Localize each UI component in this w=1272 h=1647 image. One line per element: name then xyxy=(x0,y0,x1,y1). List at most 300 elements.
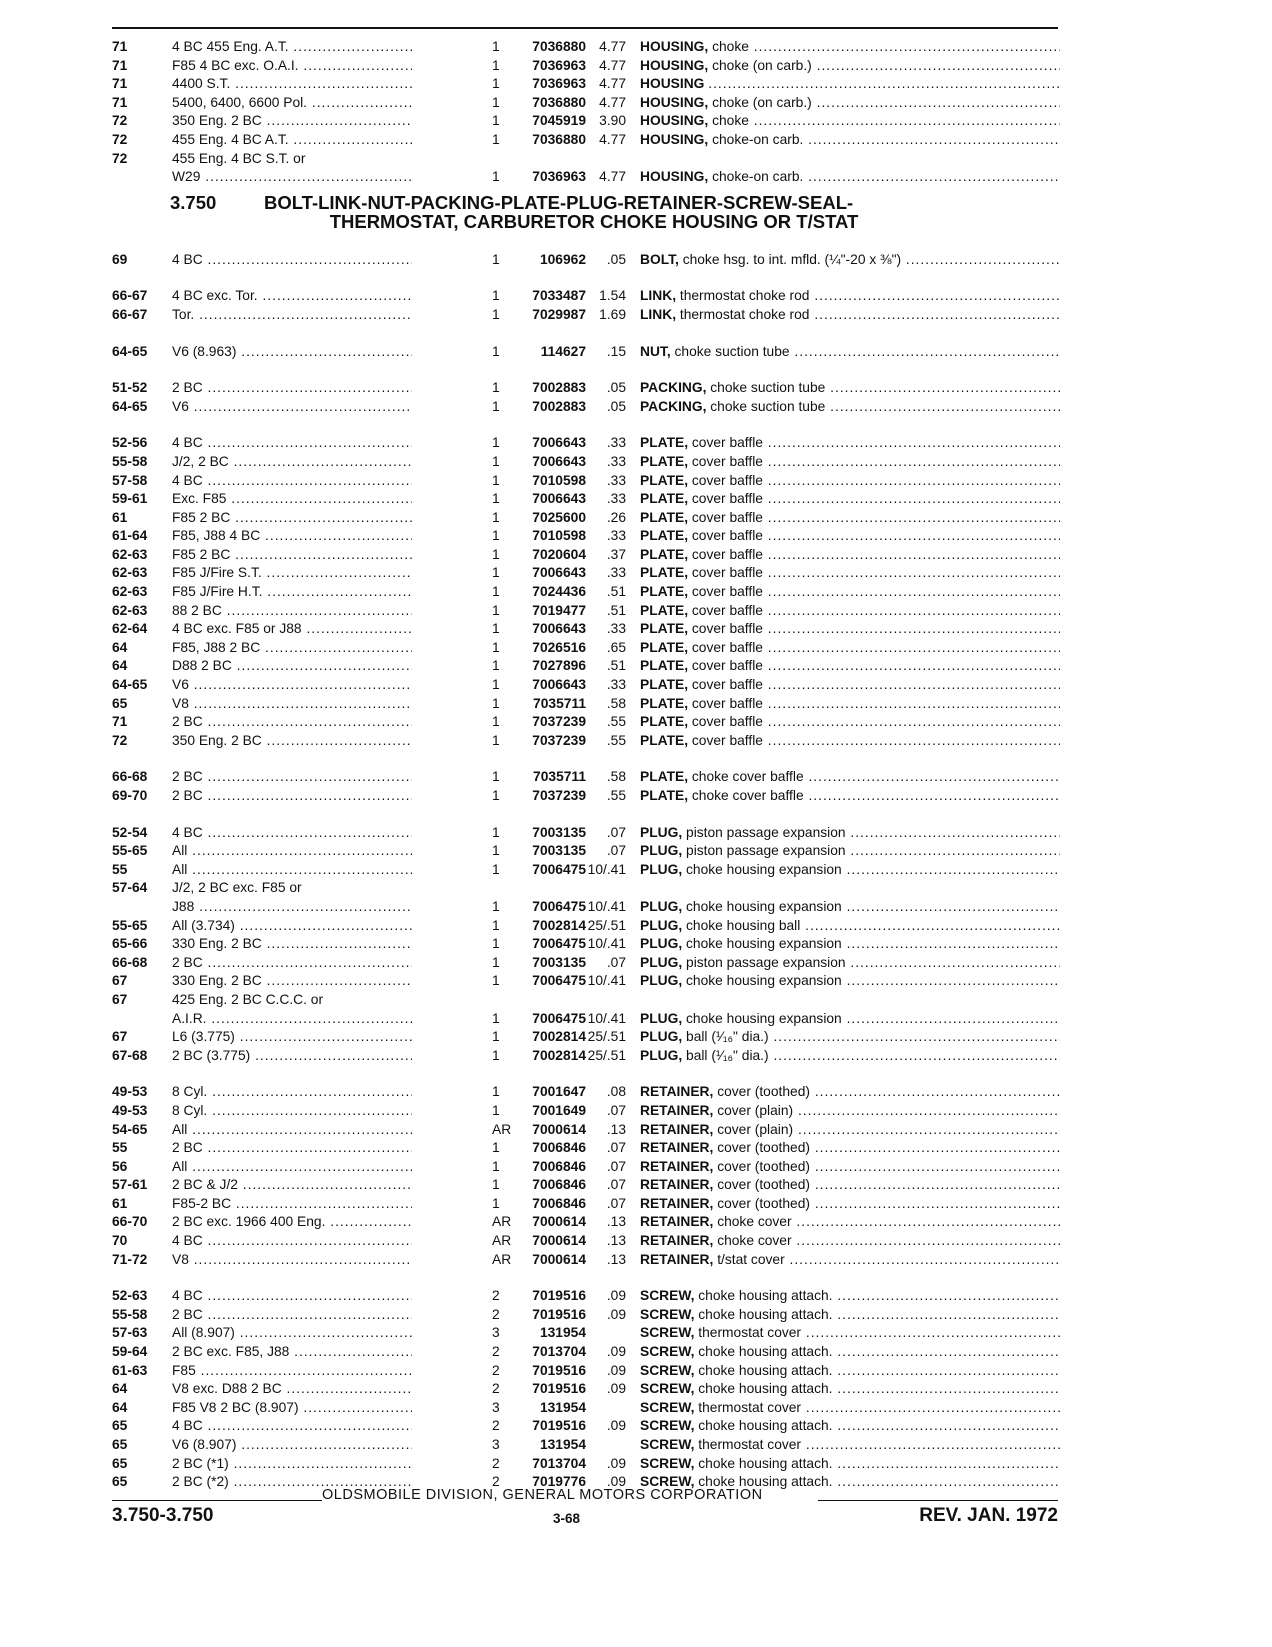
quantity: 1 xyxy=(492,1029,500,1045)
table-row xyxy=(112,509,1058,528)
quantity: 2 xyxy=(492,1474,500,1490)
year-range: 62-63 xyxy=(112,602,148,618)
footer-revision: REV. JAN. 1972 xyxy=(919,1505,1058,1526)
table-row xyxy=(112,75,1058,94)
part-name: PLUG, xyxy=(640,1047,683,1063)
table-row xyxy=(112,1176,1058,1195)
description xyxy=(640,1324,1060,1343)
year-range: 55 xyxy=(112,1140,128,1156)
description xyxy=(640,251,1060,270)
part-name: SCREW, xyxy=(640,1455,695,1471)
price: .33 xyxy=(606,491,626,507)
price: 25/.51 xyxy=(587,1029,626,1045)
part-number: 7006643 xyxy=(412,676,586,695)
part-detail: thermostat choke rod xyxy=(679,288,810,304)
part-name: PLUG, xyxy=(640,861,683,877)
application: 2 BC ..... xyxy=(172,954,490,973)
price: .33 xyxy=(606,453,626,469)
year-range: 72 xyxy=(112,131,128,147)
part-number: 7037239 xyxy=(412,732,586,751)
year-range: 61-64 xyxy=(112,528,148,544)
price: .65 xyxy=(606,639,626,655)
table-row xyxy=(112,898,1058,917)
price: 10/.41 xyxy=(587,1010,626,1026)
table-row xyxy=(112,935,1058,954)
quantity: 1 xyxy=(492,1010,500,1026)
quantity: 2 xyxy=(492,1306,500,1322)
part-name: PLATE, xyxy=(640,639,689,655)
table-row xyxy=(112,1343,1058,1362)
part-detail: cover (toothed) xyxy=(717,1195,810,1211)
part-detail: cover baffle xyxy=(691,621,763,637)
part-detail: cover (toothed) xyxy=(717,1158,810,1174)
price: .05 xyxy=(606,398,626,414)
description xyxy=(640,1139,1060,1158)
table-row xyxy=(112,398,1058,417)
footer-section-range: 3.750-3.750 xyxy=(112,1505,214,1526)
description xyxy=(640,787,1060,806)
part-name: RETAINER, xyxy=(640,1102,714,1118)
application: 330 Eng. 2 BC ..... xyxy=(172,935,490,954)
application: 350 Eng. 2 BC ..... xyxy=(172,112,490,131)
year-range: 55-58 xyxy=(112,1306,148,1322)
description xyxy=(640,1417,1060,1436)
application: 425 Eng. 2 BC C.C.C. or xyxy=(172,991,324,1007)
part-name: SCREW, xyxy=(640,1381,695,1397)
table-row xyxy=(112,1251,1058,1270)
table-row xyxy=(112,879,1058,898)
table-row xyxy=(112,94,1058,113)
year-range: 69-70 xyxy=(112,788,148,803)
part-detail: cover (plain) xyxy=(717,1102,794,1118)
application: 4 BC exc. F85 or J88 ..... xyxy=(172,620,490,639)
description xyxy=(640,1083,1060,1102)
quantity: 1 xyxy=(492,658,500,674)
table-row xyxy=(112,564,1058,583)
quantity: 1 xyxy=(492,509,500,525)
application: 4400 S.T. ..... xyxy=(172,75,490,94)
part-detail: choke-on carb. xyxy=(712,169,804,185)
quantity: 1 xyxy=(492,1084,500,1100)
quantity: 1 xyxy=(492,251,500,267)
table-row xyxy=(112,1047,1058,1066)
application: 4 BC exc. Tor. ..... xyxy=(172,287,490,306)
part-name: RETAINER, xyxy=(640,1195,714,1211)
quantity: 2 xyxy=(492,1455,500,1471)
part-number: 7006475 xyxy=(412,972,586,991)
table-row xyxy=(112,954,1058,973)
application: F85 J/Fire H.T. ..... xyxy=(172,583,490,602)
table-row xyxy=(112,379,1058,398)
part-name: PLUG, xyxy=(640,824,683,840)
price: .13 xyxy=(606,1214,626,1230)
part-detail: cover baffle xyxy=(691,435,763,451)
part-detail: choke suction tube xyxy=(710,380,826,396)
part-detail: thermostat cover xyxy=(698,1437,802,1452)
quantity: AR xyxy=(492,1121,512,1137)
year-range: 57-64 xyxy=(112,880,148,896)
part-detail: thermostat cover xyxy=(698,1325,802,1341)
part-detail: choke housing attach. xyxy=(698,1381,833,1397)
part-name: SCREW, xyxy=(640,1399,695,1415)
part-name: RETAINER, xyxy=(640,1121,714,1137)
price: .07 xyxy=(606,954,626,970)
price: .09 xyxy=(606,1288,626,1304)
part-number: 7036963 xyxy=(412,57,586,76)
price: .13 xyxy=(606,1233,626,1249)
quantity: 1 xyxy=(492,288,500,304)
part-name: LINK, xyxy=(640,288,677,304)
description xyxy=(640,1362,1060,1381)
part-detail: choke suction tube xyxy=(710,398,826,414)
application: 4 BC ..... xyxy=(172,824,490,843)
application: V6 ..... xyxy=(172,676,490,695)
table-row xyxy=(112,112,1058,131)
year-range: 52-63 xyxy=(112,1288,148,1304)
year-range: 72 xyxy=(112,113,128,129)
price: .08 xyxy=(606,1084,626,1100)
year-range: 65-66 xyxy=(112,936,148,952)
table-row xyxy=(112,150,1058,169)
description xyxy=(640,713,1060,732)
part-name: SCREW, xyxy=(640,1288,695,1304)
application: 4 BC ..... xyxy=(172,1232,490,1251)
quantity: 1 xyxy=(492,621,500,637)
quantity: 1 xyxy=(492,453,500,469)
part-name: PLATE, xyxy=(640,602,689,618)
year-range: 64-65 xyxy=(112,343,148,359)
application: F85 V8 2 BC (8.907) ..... xyxy=(172,1399,490,1418)
price: .09 xyxy=(606,1455,626,1471)
description xyxy=(640,1232,1060,1251)
description xyxy=(640,657,1060,676)
table-row xyxy=(112,602,1058,621)
part-detail: choke-on carb. xyxy=(712,131,804,147)
footer-rule-left xyxy=(112,1500,322,1501)
part-name: PLATE, xyxy=(640,584,689,600)
description xyxy=(640,546,1060,565)
price: .07 xyxy=(606,843,626,859)
year-range: 57-58 xyxy=(112,472,148,488)
description xyxy=(640,1028,1060,1047)
quantity: 1 xyxy=(492,677,500,693)
description xyxy=(640,917,1060,936)
part-number: 7013704 xyxy=(412,1343,586,1362)
table-row xyxy=(112,583,1058,602)
part-number: 7006846 xyxy=(412,1176,586,1195)
part-number: 7002814 xyxy=(412,1047,586,1066)
year-range: 59-64 xyxy=(112,1344,148,1360)
part-detail: choke housing expansion xyxy=(686,861,842,877)
description xyxy=(640,1287,1060,1306)
part-detail: cover baffle xyxy=(691,677,763,693)
part-name: PLUG, xyxy=(640,898,683,914)
table-row xyxy=(112,787,1058,806)
part-detail: choke housing ball xyxy=(686,917,801,933)
year-range: 66-67 xyxy=(112,306,148,322)
part-detail: cover baffle xyxy=(691,602,763,618)
year-range: 54-65 xyxy=(112,1121,148,1137)
part-name: PLATE, xyxy=(640,565,689,581)
description xyxy=(640,1436,1060,1455)
quantity: 1 xyxy=(492,824,500,840)
part-name: SCREW, xyxy=(640,1474,695,1490)
quantity: 3 xyxy=(492,1325,500,1341)
year-range: 57-63 xyxy=(112,1325,148,1341)
description xyxy=(640,38,1060,57)
part-name: PLUG, xyxy=(640,954,683,970)
price: 4.77 xyxy=(599,169,626,185)
price: .07 xyxy=(606,1102,626,1118)
table-row xyxy=(112,639,1058,658)
application: V6 (8.963) ..... xyxy=(172,343,490,362)
table-row xyxy=(112,1083,1058,1102)
part-detail: cover baffle xyxy=(691,565,763,581)
table-row xyxy=(112,251,1058,270)
section-heading xyxy=(112,193,1058,233)
part-detail: choke housing expansion xyxy=(686,898,842,914)
table-row xyxy=(112,1195,1058,1214)
application: V6 (8.907) ..... xyxy=(172,1436,490,1455)
table-row xyxy=(112,1399,1058,1418)
part-detail: choke (on carb.) xyxy=(712,57,812,73)
part-number: 7019516 xyxy=(412,1380,586,1399)
top-rule xyxy=(112,27,1058,29)
application: V8 exc. D88 2 BC ..... xyxy=(172,1380,490,1399)
part-number: 7025600 xyxy=(412,509,586,528)
quantity: 1 xyxy=(492,917,500,933)
application: 2 BC ..... xyxy=(172,1139,490,1158)
price: .33 xyxy=(606,528,626,544)
housing-rows xyxy=(112,38,1058,187)
part-number: 7000614 xyxy=(412,1251,586,1270)
year-range: 56 xyxy=(112,1158,128,1174)
price: .33 xyxy=(606,472,626,488)
table-row xyxy=(112,768,1058,787)
part-name: PLATE, xyxy=(640,788,689,803)
table-row xyxy=(112,1010,1058,1029)
table-row xyxy=(112,824,1058,843)
price: .51 xyxy=(606,602,626,618)
year-range: 72 xyxy=(112,150,128,166)
table-row xyxy=(112,1306,1058,1325)
part-detail: choke housing attach. xyxy=(698,1344,833,1360)
part-number: 114627 xyxy=(412,343,586,362)
year-range: 55-65 xyxy=(112,843,148,859)
part-number: 7037239 xyxy=(412,787,586,806)
part-detail: cover baffle xyxy=(691,546,763,562)
part-number: 7002814 xyxy=(412,917,586,936)
description xyxy=(640,583,1060,602)
price: .07 xyxy=(606,1195,626,1211)
quantity: 1 xyxy=(492,1177,500,1193)
table-row xyxy=(112,657,1058,676)
part-name: PLUG, xyxy=(640,917,683,933)
application: 330 Eng. 2 BC ..... xyxy=(172,972,490,991)
description xyxy=(640,1195,1060,1214)
description xyxy=(640,75,1060,94)
price: .33 xyxy=(606,565,626,581)
quantity: 1 xyxy=(492,714,500,730)
quantity: 1 xyxy=(492,57,500,73)
quantity: 1 xyxy=(492,398,500,414)
description xyxy=(640,1176,1060,1195)
part-number: 7037239 xyxy=(412,713,586,732)
price: .55 xyxy=(606,788,626,803)
part-name: HOUSING, xyxy=(640,169,709,185)
part-name: HOUSING, xyxy=(640,113,709,129)
table-row xyxy=(112,287,1058,306)
table-row xyxy=(112,1232,1058,1251)
year-range: 71 xyxy=(112,76,128,92)
part-detail: thermostat cover xyxy=(698,1399,802,1415)
quantity: 1 xyxy=(492,1047,500,1063)
part-number: 7006475 xyxy=(412,898,586,917)
part-name: PLATE, xyxy=(640,677,689,693)
quantity: AR xyxy=(492,1214,512,1230)
part-number: 131954 xyxy=(412,1436,586,1455)
part-number: 7000614 xyxy=(412,1121,586,1140)
part-name: PLUG, xyxy=(640,1010,683,1026)
table-row xyxy=(112,57,1058,76)
quantity: 1 xyxy=(492,113,500,129)
footer-organization: OLDSMOBILE DIVISION, GENERAL MOTORS CORPORATION xyxy=(322,1487,763,1503)
application: All ..... xyxy=(172,861,490,880)
table-row xyxy=(112,453,1058,472)
year-range: 69 xyxy=(112,251,128,267)
description xyxy=(640,306,1060,325)
price: .07 xyxy=(606,1140,626,1156)
part-number: 7006475 xyxy=(412,861,586,880)
part-number: 7010598 xyxy=(412,527,586,546)
quantity: 1 xyxy=(492,695,500,711)
part-detail: choke cover baffle xyxy=(691,769,804,785)
year-range: 62-63 xyxy=(112,565,148,581)
table-row xyxy=(112,1324,1058,1343)
section-number: 3.750 xyxy=(170,191,217,213)
price: .07 xyxy=(606,1177,626,1193)
quantity: 1 xyxy=(492,169,500,185)
table-row xyxy=(112,861,1058,880)
description xyxy=(640,732,1060,751)
price: .13 xyxy=(606,1251,626,1267)
application: 455 Eng. 4 BC A.T. ..... xyxy=(172,131,490,150)
description xyxy=(640,1102,1060,1121)
year-range: 71 xyxy=(112,39,128,54)
description xyxy=(640,935,1060,954)
description xyxy=(640,620,1060,639)
year-range: 72 xyxy=(112,732,128,748)
table-row xyxy=(112,434,1058,453)
table-row xyxy=(112,1102,1058,1121)
part-detail: choke cover xyxy=(717,1233,792,1249)
part-number: 106962 xyxy=(412,251,586,270)
price: .58 xyxy=(606,769,626,785)
table-row xyxy=(112,972,1058,991)
application: F85, J88 2 BC ..... xyxy=(172,639,490,658)
part-name: PLATE, xyxy=(640,714,689,730)
part-name: PLATE, xyxy=(640,435,689,451)
part-number: 7024436 xyxy=(412,583,586,602)
part-name: HOUSING xyxy=(640,76,705,92)
part-name: PACKING, xyxy=(640,380,707,396)
application: V8 ..... xyxy=(172,1251,490,1270)
quantity: 1 xyxy=(492,843,500,859)
application: J/2, 2 BC ..... xyxy=(172,453,490,472)
quantity: 1 xyxy=(492,343,500,359)
part-detail: ball (¹⁄₁₆" dia.) xyxy=(686,1047,769,1063)
year-range: 57-61 xyxy=(112,1177,148,1193)
price: .05 xyxy=(606,251,626,267)
part-name: HOUSING, xyxy=(640,131,709,147)
quantity: 2 xyxy=(492,1344,500,1360)
quantity: 1 xyxy=(492,732,500,748)
description xyxy=(640,1121,1060,1140)
part-number: 7006475 xyxy=(412,935,586,954)
table-row xyxy=(112,1213,1058,1232)
part-number: 7019516 xyxy=(412,1362,586,1381)
price: 25/.51 xyxy=(587,917,626,933)
quantity: 1 xyxy=(492,565,500,581)
description xyxy=(640,398,1060,417)
year-range: 67 xyxy=(112,991,128,1007)
price: .09 xyxy=(606,1362,626,1378)
part-number: 131954 xyxy=(412,1324,586,1343)
description xyxy=(640,1251,1060,1270)
footer-rule-right xyxy=(818,1500,1058,1501)
part-detail: cover (toothed) xyxy=(717,1140,810,1156)
part-number: 7002883 xyxy=(412,398,586,417)
year-range: 66-68 xyxy=(112,769,148,785)
description xyxy=(640,1399,1060,1418)
table-row xyxy=(112,306,1058,325)
table-row xyxy=(112,1436,1058,1455)
part-name: PLATE, xyxy=(640,491,689,507)
part-number: 7006475 xyxy=(412,1010,586,1029)
table-row xyxy=(112,1362,1058,1381)
application: D88 2 BC ..... xyxy=(172,657,490,676)
year-range: 67 xyxy=(112,973,128,989)
application: 2 BC exc. 1966 400 Eng. ..... xyxy=(172,1213,490,1232)
part-number: 7002883 xyxy=(412,379,586,398)
part-detail: thermostat choke rod xyxy=(679,306,810,322)
part-detail: choke housing attach. xyxy=(698,1474,833,1490)
footer-page-number: 3-68 xyxy=(553,1511,581,1526)
part-number: 7006643 xyxy=(412,620,586,639)
description xyxy=(640,287,1060,306)
price: .09 xyxy=(606,1344,626,1360)
application: J/2, 2 BC exc. F85 or xyxy=(172,880,302,896)
price: .33 xyxy=(606,435,626,451)
part-name: BOLT, xyxy=(640,251,679,267)
part-number: 131954 xyxy=(412,1399,586,1418)
section-title-line2: THERMOSTAT, CARBURETOR CHOKE HOUSING OR T/STAT xyxy=(329,210,859,232)
quantity: AR xyxy=(492,1233,512,1249)
application: All ..... xyxy=(172,1158,490,1177)
year-range: 71 xyxy=(112,714,128,730)
part-detail: choke housing expansion xyxy=(686,1010,842,1026)
part-name: PLUG, xyxy=(640,1029,683,1045)
description xyxy=(640,94,1060,113)
part-number: 7006846 xyxy=(412,1139,586,1158)
part-name: SCREW, xyxy=(640,1344,695,1360)
part-number: 7006643 xyxy=(412,453,586,472)
application: 4 BC ..... xyxy=(172,251,490,270)
application: L6 (3.775) ..... xyxy=(172,1028,490,1047)
year-range: 64 xyxy=(112,1399,128,1415)
table-row xyxy=(112,732,1058,751)
year-range: 71 xyxy=(112,94,128,110)
